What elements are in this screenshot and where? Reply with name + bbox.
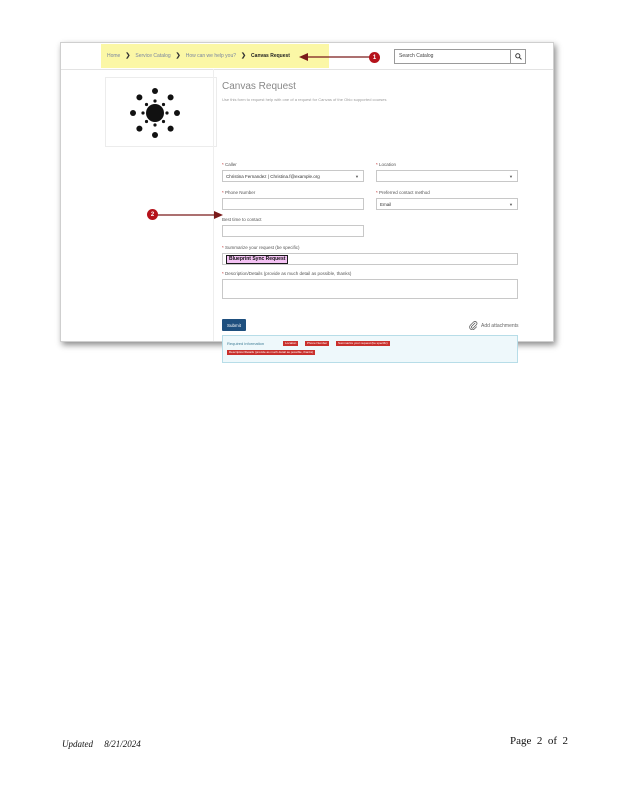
best-time-label: Best time to contact [222, 217, 262, 222]
updated-date: Updated 8/21/2024 [62, 739, 141, 749]
contact-method-label: * Preferred contact method [376, 190, 430, 195]
caller-value: Christina Fernandez | Christina.f@example.org [226, 174, 320, 179]
caller-label: * Caller [222, 162, 237, 167]
location-field[interactable] [376, 170, 518, 182]
required-tag: Location [285, 341, 297, 345]
summary-value: Blueprint Sync Request [226, 255, 288, 264]
location-label: * Location [376, 162, 397, 167]
breadcrumb-item-current: Canvas Request [251, 52, 290, 59]
callout-badge-2: 2 [147, 209, 158, 220]
chevron-right-icon: ❯ [241, 53, 247, 59]
callout-arrow-1 [297, 49, 377, 63]
breadcrumb-item-help[interactable]: How can we help you? [185, 52, 237, 59]
contact-method-value: Email [380, 202, 392, 207]
chevron-down-icon: ▼ [355, 174, 359, 179]
screenshot-frame [60, 42, 554, 354]
breadcrumb-item-service-catalog[interactable]: Service Catalog [135, 52, 171, 59]
description-label: * Description/Details (provide as much detail as possible, thanks) [222, 271, 352, 276]
breadcrumb-item-home[interactable]: Home [107, 52, 121, 59]
paperclip-icon [469, 321, 478, 330]
required-tag: Phone Number [307, 341, 328, 345]
required-info-title: Required information [227, 341, 265, 346]
chevron-down-icon: ▼ [509, 202, 513, 207]
page-number: Page 2 of 2 [510, 735, 569, 747]
search-input[interactable] [394, 49, 526, 64]
required-tag: Summarize your request (be specific) [338, 341, 388, 345]
summary-field[interactable] [222, 253, 518, 265]
add-attachments-label: Add attachments [481, 322, 519, 329]
callout-badge-1: 1 [369, 52, 380, 63]
search-icon [515, 53, 522, 60]
canvas-logo-card [105, 77, 217, 147]
phone-label: * Phone Number [222, 190, 256, 195]
caller-field[interactable] [222, 170, 364, 182]
phone-field[interactable] [222, 198, 364, 210]
contact-method-field[interactable] [376, 198, 518, 210]
page-title: Canvas Request [222, 81, 296, 92]
canvas-request-form [213, 69, 554, 354]
chevron-right-icon: ❯ [175, 53, 181, 59]
search-button[interactable] [510, 50, 525, 63]
chevron-down-icon: ▼ [509, 174, 513, 179]
description-field[interactable] [222, 279, 518, 299]
page-subtitle: Use this form to request help with one of a request for Canvas of the Ohio supported courses [222, 97, 387, 102]
callout-arrow-2 [151, 209, 225, 223]
chevron-right-icon: ❯ [125, 53, 131, 59]
summary-label: * Summarize your request (be specific) [222, 245, 300, 250]
canvas-logo-icon [129, 87, 181, 139]
best-time-field[interactable] [222, 225, 364, 237]
required-info-box [222, 335, 518, 363]
required-tag: Description/Details (provide as much detail as possible, thanks) [229, 350, 314, 354]
top-bar [61, 43, 553, 70]
breadcrumb [107, 52, 290, 59]
search-placeholder: Search Catalog [399, 53, 434, 59]
submit-button[interactable]: Submit [222, 319, 246, 331]
add-attachments-link[interactable] [469, 321, 519, 330]
